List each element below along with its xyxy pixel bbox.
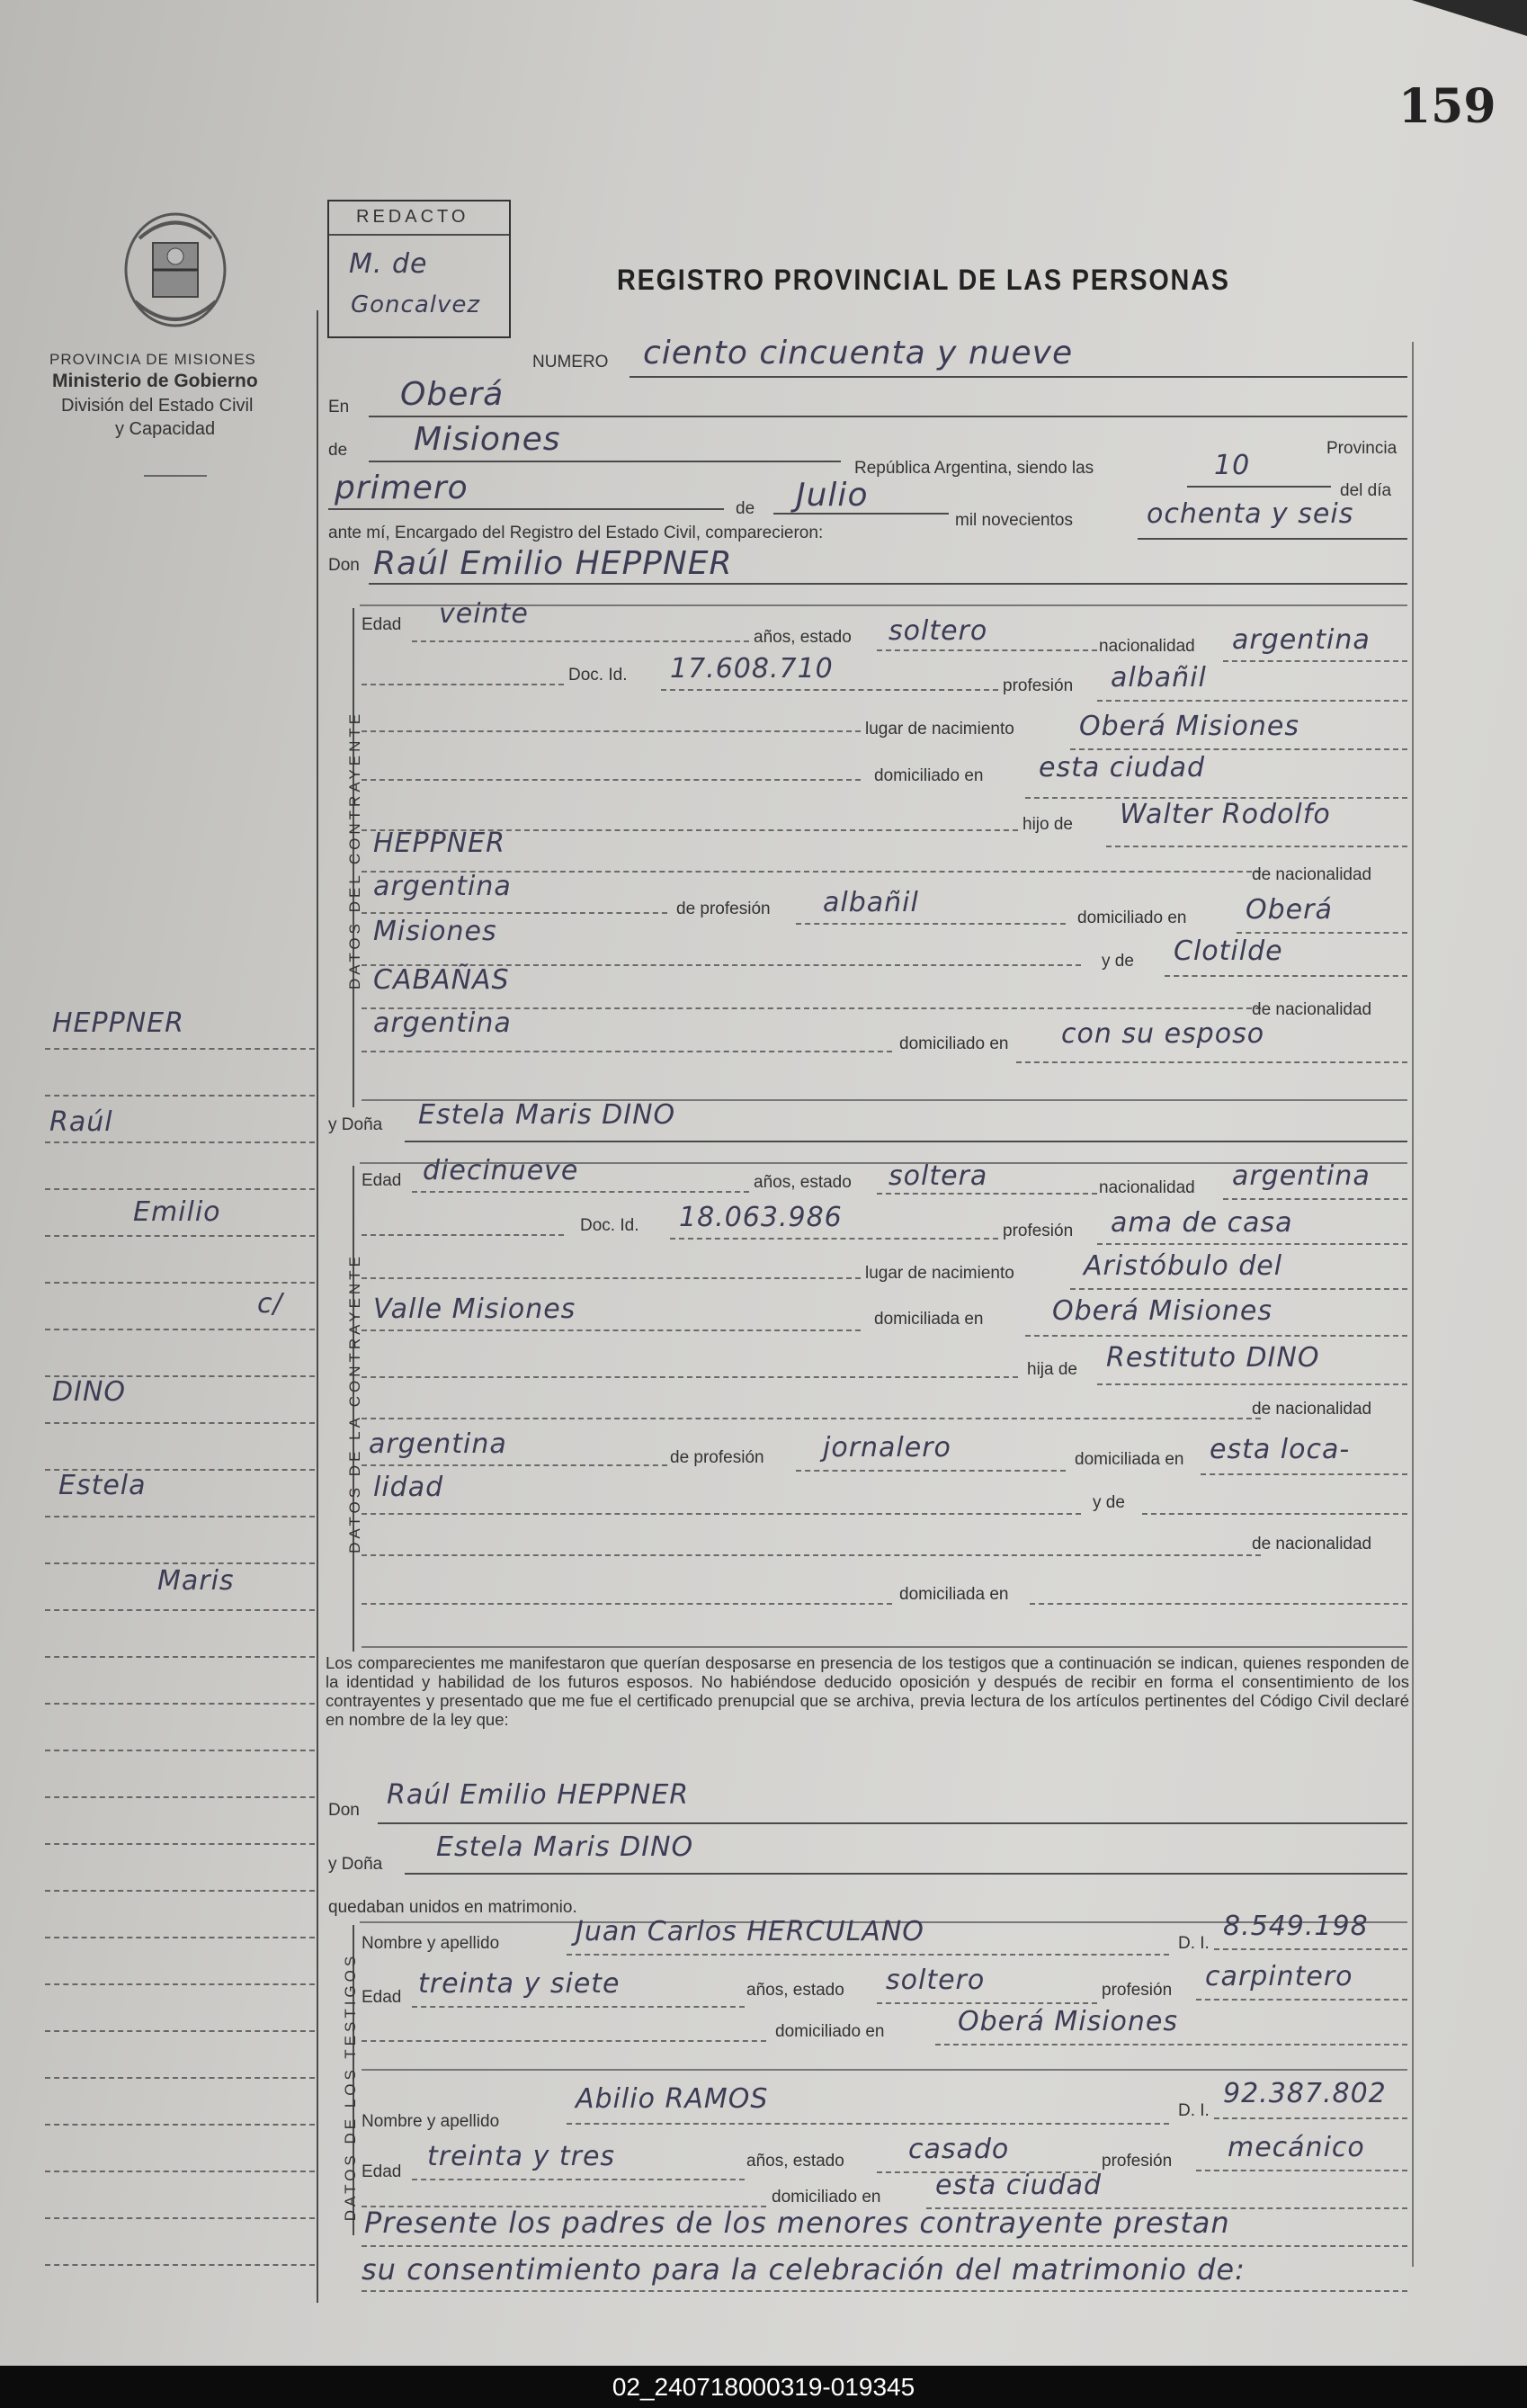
margin-rule-line [45,2030,315,2032]
numero-value: ciento cincuenta y nueve [643,335,1074,371]
decl-don-name: Raúl Emilio HEPPNER [387,1779,690,1811]
bride-estado: soltera [889,1160,988,1192]
redacto-label: REDACTO [356,207,469,227]
redacto-stamp [327,200,511,338]
de-value: Misiones [414,421,561,458]
bride-edad-label: Edad [362,1171,402,1190]
bride-hija-label: hija de [1027,1360,1077,1379]
bride-nacionalidad-label: nacionalidad [1099,1178,1195,1197]
ante-mi-label: ante mí, Encargado del Registro del Estado Civil, comparecieron: [328,524,824,542]
dona-label: y Doña [328,1115,383,1134]
bride-padre-nac-label: de nacionalidad [1252,1400,1372,1419]
groom-madre-nacionalidad: argentina [373,1007,512,1039]
margin-rule-line [45,1609,315,1611]
groom-domicilio: esta ciudad [1039,752,1206,783]
groom-padre-nac-label: de nacionalidad [1252,865,1372,884]
witness2-edad-label: Edad [362,2162,402,2181]
witness2-domicilio: esta ciudad [935,2170,1103,2201]
margin-given-2: Emilio [133,1196,221,1228]
groom-estado: soltero [889,615,988,647]
groom-madre-dom-label: domiciliado en [899,1034,1009,1053]
bride-padre: Restituto DINO [1106,1342,1320,1374]
groom-padre-profesion: albañil [823,887,919,918]
groom-nacionalidad-label: nacionalidad [1099,637,1195,656]
bride-padre-prof-label: de profesión [670,1448,764,1467]
mes-value: Julio [796,477,869,514]
witness2-edad: treinta y tres [427,2141,616,2172]
margin-given-1: Raúl [49,1106,113,1138]
groom-padre-prof-label: de profesión [676,900,771,918]
witness2-di: 92.387.802 [1223,2078,1387,2109]
margin-surname-2: DINO [52,1376,127,1408]
margin-rule-line [45,1422,315,1424]
bride-madre-label: y de [1093,1493,1125,1512]
groom-domicilio-label: domiciliado en [874,766,984,785]
contrayente-bride-name: Estela Maris DINO [418,1099,676,1131]
margin-rule-line [45,1375,315,1377]
margin-rule-line [45,2264,315,2266]
margin-rule-line [45,1048,315,1050]
anio-value: ochenta y seis [1147,498,1354,530]
bride-doc-label: Doc. Id. [580,1216,639,1235]
observation-line-2: su consentimiento para la celebración del matrimonio de: [362,2252,1246,2287]
witness2-dom-label: domiciliado en [772,2188,881,2207]
groom-madre-label: y de [1102,952,1134,971]
bride-profesion: ama de casa [1111,1207,1293,1239]
groom-edad-label: Edad [362,615,402,634]
groom-madre: Clotilde [1174,935,1283,967]
contrayente-bride-section-label: DATOS DE LA CONTRAYENTE [346,1253,363,1553]
margin-rule-line [45,1141,315,1143]
witness1-di: 8.549.198 [1223,1911,1369,1942]
groom-madre-apellido: CABAÑAS [373,964,510,996]
witness1-estado-label: años, estado [746,1981,844,2000]
margin-rule-line [45,1937,315,1938]
witness1-edad-label: Edad [362,1988,402,2007]
decl-dona-label: y Doña [328,1855,383,1874]
witness1-nombre: Juan Carlos HERCULANO [576,1916,924,1947]
groom-padre-dom-label: domiciliado en [1077,909,1187,927]
groom-padre-domicilio: Oberá [1246,894,1333,926]
bride-madre-nac-label: de nacionalidad [1252,1535,1372,1553]
groom-padre-apellido: HEPPNER [373,828,505,859]
margin-rule-line [45,1703,315,1705]
margin-rule-line [45,1983,315,1985]
witness1-profesion-label: profesión [1102,1981,1173,2000]
provincial-seal-icon [117,202,234,333]
bride-padre-profesion: jornalero [823,1432,951,1464]
bride-domicilio-label: domiciliada en [874,1310,984,1329]
witness2-profesion-label: profesión [1102,2152,1173,2171]
margin-rule-line [45,1750,315,1751]
groom-edad: veinte [439,598,529,630]
margin-rule-line [45,1562,315,1564]
declaration-text: Los comparecientes me manifestaron que querían desposarse en presencia de los testigos que a continuación se indican, quienes responden de la identidad y habilidad de los futuros esposos. No habiéndose deducido oposición y después de recibir en forma el consentimiento de los contrayentes y presentado que me fue el certificado prenupcial que se archiva, previa lectura de los artículos pertinentes del Código Civil declaré en nombre de la ley que: [326,1653,1409,1729]
groom-profesion-label: profesión [1003,676,1074,695]
bride-edad: diecinueve [423,1155,579,1186]
groom-lugar-label: lugar de nacimiento [865,720,1014,739]
image-id-footer: 02_240718000319-019345 [0,2366,1527,2408]
bride-padre-nacionalidad: argentina [369,1428,507,1460]
decl-don-label: Don [328,1801,360,1820]
margin-rule-line [45,1843,315,1845]
margin-rule-line [45,1188,315,1190]
groom-lugar: Oberá Misiones [1079,711,1300,742]
division-label-2: y Capacidad [115,419,216,439]
margin-connector: c/ [257,1288,283,1320]
matrimonio-label: quedaban unidos en matrimonio. [328,1898,577,1917]
numero-label: NUMERO [532,353,609,371]
margin-rule-line [45,1469,315,1471]
bride-padre-domicilio: esta loca- [1210,1434,1351,1465]
registry-title: REGISTRO PROVINCIAL DE LAS PERSONAS [617,264,1230,296]
republica-label: República Argentina, siendo las [854,459,1094,478]
margin-rule-line [45,1329,315,1330]
redacto-name-1: M. de [349,248,428,280]
groom-padre-nacionalidad: argentina [373,871,512,902]
margin-rule-line [45,2217,315,2219]
bride-nacionalidad: argentina [1232,1160,1371,1192]
margin-rule-line [45,1235,315,1237]
anio-label: mil novecientos [955,511,1073,530]
en-label: En [328,398,350,416]
dia-label: del día [1340,481,1392,500]
margin-rule-line [45,1516,315,1517]
witness1-estado: soltero [886,1965,986,1996]
provincia-label: Provincia [1326,439,1398,458]
witness2-nombre: Abilio RAMOS [576,2083,769,2115]
bride-padre-domicilio-2: lidad [373,1472,444,1503]
en-value: Oberá [400,376,505,413]
groom-padre: Walter Rodolfo [1120,799,1331,830]
decl-dona-name: Estela Maris DINO [436,1831,694,1863]
bride-doc: 18.063.986 [679,1202,843,1233]
margin-rule-line [45,1095,315,1097]
bride-padre-dom-label: domiciliada en [1075,1450,1184,1469]
bride-lugar: Aristóbulo del [1084,1250,1283,1282]
testigos-section-label: DATOS DE LOS TESTIGOS [342,1952,359,2222]
groom-estado-label: años, estado [754,628,852,647]
witness2-nombre-label: Nombre y apellido [362,2112,500,2131]
witness1-nombre-label: Nombre y apellido [362,1934,500,1953]
groom-doc-label: Doc. Id. [568,666,628,685]
don-label: Don [328,556,360,575]
groom-hijo-label: hijo de [1022,815,1073,834]
margin-given-4: Maris [157,1565,235,1597]
province-label: PROVINCIA DE MISIONES [49,351,256,368]
bride-estado-label: años, estado [754,1173,852,1192]
groom-madre-domicilio: con su esposo [1061,1018,1265,1050]
page-number: 159 [1398,79,1496,134]
bride-profesion-label: profesión [1003,1222,1074,1240]
corner-shadow [1412,0,1527,36]
witness2-di-label: D. I. [1178,2101,1210,2120]
contrayente-name: Raúl Emilio HEPPNER [373,545,733,582]
bride-lugar-2: Valle Misiones [373,1294,576,1325]
groom-padre-provincia: Misiones [373,916,497,947]
margin-surname-1: HEPPNER [52,1007,184,1039]
contrayente-section-label: DATOS DEL CONTRAYENTE [346,710,363,989]
groom-madre-nac-label: de nacionalidad [1252,1000,1372,1019]
margin-rule-line [45,1890,315,1892]
redacto-name-2: Goncalvez [351,291,481,318]
hora-value: 10 [1214,450,1251,481]
witness1-profesion: carpintero [1205,1961,1353,1992]
margin-rule-line [45,1656,315,1658]
groom-profesion: albañil [1111,662,1207,694]
margin-rule-line [45,1796,315,1798]
margin-rule-line [45,2077,315,2079]
dia-value: primero [335,470,469,506]
groom-nacionalidad: argentina [1232,624,1371,656]
bride-madre-dom-label: domiciliada en [899,1585,1009,1604]
witness1-domicilio: Oberá Misiones [958,2006,1179,2037]
witness1-edad: treinta y siete [418,1968,621,2000]
margin-rule-line [45,2171,315,2172]
witness1-dom-label: domiciliado en [775,2022,885,2041]
division-label: División del Estado Civil [61,396,254,416]
margin-rule-line [45,1282,315,1284]
witness2-profesion: mecánico [1228,2132,1365,2163]
margin-given-3: Estela [58,1470,147,1501]
de-label: de [328,441,348,460]
ministry-label: Ministerio de Gobierno [52,371,258,391]
bride-lugar-label: lugar de nacimiento [865,1264,1014,1283]
mes-label: de [736,499,755,518]
groom-doc: 17.608.710 [670,653,834,685]
witness1-di-label: D. I. [1178,1934,1210,1953]
witness2-estado: casado [908,2134,1010,2165]
witness2-estado-label: años, estado [746,2152,844,2171]
bride-domicilio: Oberá Misiones [1052,1295,1273,1327]
observation-line-1: Presente los padres de los menores contrayente prestan [364,2206,1230,2240]
margin-rule-line [45,2124,315,2126]
